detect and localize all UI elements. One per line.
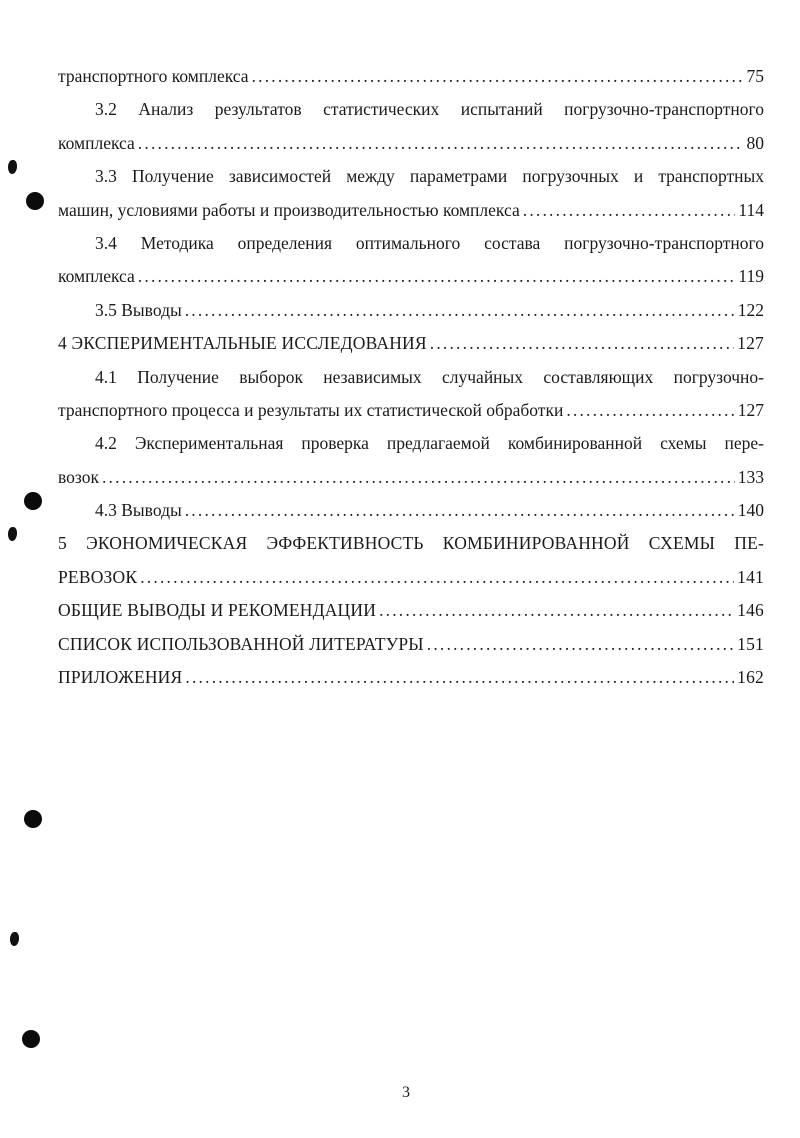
dot-leader — [427, 628, 734, 661]
dot-leader — [252, 60, 744, 93]
toc-entry — [58, 628, 764, 661]
punch-hole-marking — [24, 492, 42, 510]
dot-leader — [140, 561, 734, 594]
toc-entry-first-line — [58, 427, 764, 460]
toc-entry-page: 114 — [738, 199, 764, 220]
toc-entry-title: ПРИЛОЖЕНИЯ — [58, 667, 183, 688]
toc-entry-page: 122 — [737, 299, 764, 320]
dot-leader — [185, 661, 734, 694]
toc-entry-title: 3.4 Методика определения оптимального состава погрузочно-транспортного — [95, 232, 764, 253]
toc-entry — [58, 594, 764, 627]
toc-entry — [58, 327, 764, 360]
dot-leader — [379, 594, 734, 627]
toc-entry-page: 162 — [737, 667, 764, 688]
toc-entry — [58, 194, 764, 227]
toc-entry — [58, 60, 764, 93]
page-number: 3 — [402, 1084, 410, 1101]
toc-entry-first-line — [58, 93, 764, 126]
toc-entry-page: 133 — [737, 466, 764, 487]
toc-entry — [58, 260, 764, 293]
toc-entry-title: комплекса — [58, 132, 135, 153]
scan-speck — [8, 160, 17, 174]
toc-entry-title: 3.5 Выводы — [95, 299, 182, 320]
toc-entry-page: 140 — [737, 500, 764, 521]
toc-entry-page: 151 — [737, 633, 764, 654]
toc-entry-first-line — [58, 227, 764, 260]
punch-hole-marking — [22, 1030, 40, 1048]
toc-entry-page: 75 — [746, 66, 764, 86]
toc-entry-page: 80 — [746, 132, 764, 153]
toc-entry-title: 4.2 Экспериментальная проверка предлагаемой комбинированной схемы пере- — [95, 433, 764, 454]
toc-entry-title: 4.1 Получение выборок независимых случайных составляющих погрузочно- — [95, 366, 764, 387]
dot-leader — [185, 294, 735, 327]
toc-entry — [58, 661, 764, 694]
toc-entry-title: транспортного комплекса — [58, 66, 249, 86]
toc-entry — [58, 561, 764, 594]
toc-entry-title: РЕВОЗОК — [58, 566, 138, 587]
toc-entry-page: 127 — [737, 333, 764, 354]
toc-entry-title: ОБЩИЕ ВЫВОДЫ И РЕКОМЕНДАЦИИ — [58, 600, 377, 621]
toc-entry-title: комплекса — [58, 266, 135, 287]
toc-entry-title: 3.2 Анализ результатов статистических испытаний погрузочно-транспортного — [95, 99, 764, 120]
toc-entry — [58, 461, 764, 494]
toc-entry-title: 5 ЭКОНОМИЧЕСКАЯ ЭФФЕКТИВНОСТЬ КОМБИНИРОВАННОЙ СХЕМЫ ПЕ- — [58, 533, 764, 554]
toc-entry-title: СПИСОК ИСПОЛЬЗОВАННОЙ ЛИТЕРАТУРЫ — [58, 633, 424, 654]
table-of-contents — [58, 60, 764, 694]
punch-hole-marking — [26, 192, 44, 210]
toc-entry-page: 146 — [737, 600, 764, 621]
toc-entry-title: транспортного процесса и результаты их статистической обработки — [58, 399, 564, 420]
dot-leader — [102, 461, 735, 494]
toc-entry-first-line — [58, 160, 764, 193]
punch-hole-marking — [24, 810, 42, 828]
toc-entry — [58, 394, 764, 427]
scan-speck — [8, 527, 17, 541]
toc-entry-title: машин, условиями работы и производительностью комплекса — [58, 199, 520, 220]
toc-entry — [58, 494, 764, 527]
toc-entry — [58, 294, 764, 327]
dot-leader — [138, 260, 736, 293]
toc-entry-title: 4 ЭКСПЕРИМЕНТАЛЬНЫЕ ИССЛЕДОВАНИЯ — [58, 333, 427, 354]
toc-entry-first-line — [58, 527, 764, 560]
dot-leader — [138, 127, 744, 160]
dot-leader — [430, 327, 734, 360]
toc-entry-page: 127 — [737, 399, 764, 420]
dot-leader — [566, 394, 734, 427]
toc-entry — [58, 127, 764, 160]
toc-entry-title: возок — [58, 466, 99, 487]
dot-leader — [523, 194, 736, 227]
toc-entry-first-line — [58, 361, 764, 394]
toc-entry-page: 119 — [738, 266, 764, 287]
toc-entry-page: 141 — [737, 566, 764, 587]
dot-leader — [185, 494, 735, 527]
toc-entry-title: 4.3 Выводы — [95, 500, 182, 521]
scan-speck — [10, 932, 19, 946]
toc-entry-title: 3.3 Получение зависимостей между параметрами погрузочных и транспортных — [95, 166, 764, 187]
